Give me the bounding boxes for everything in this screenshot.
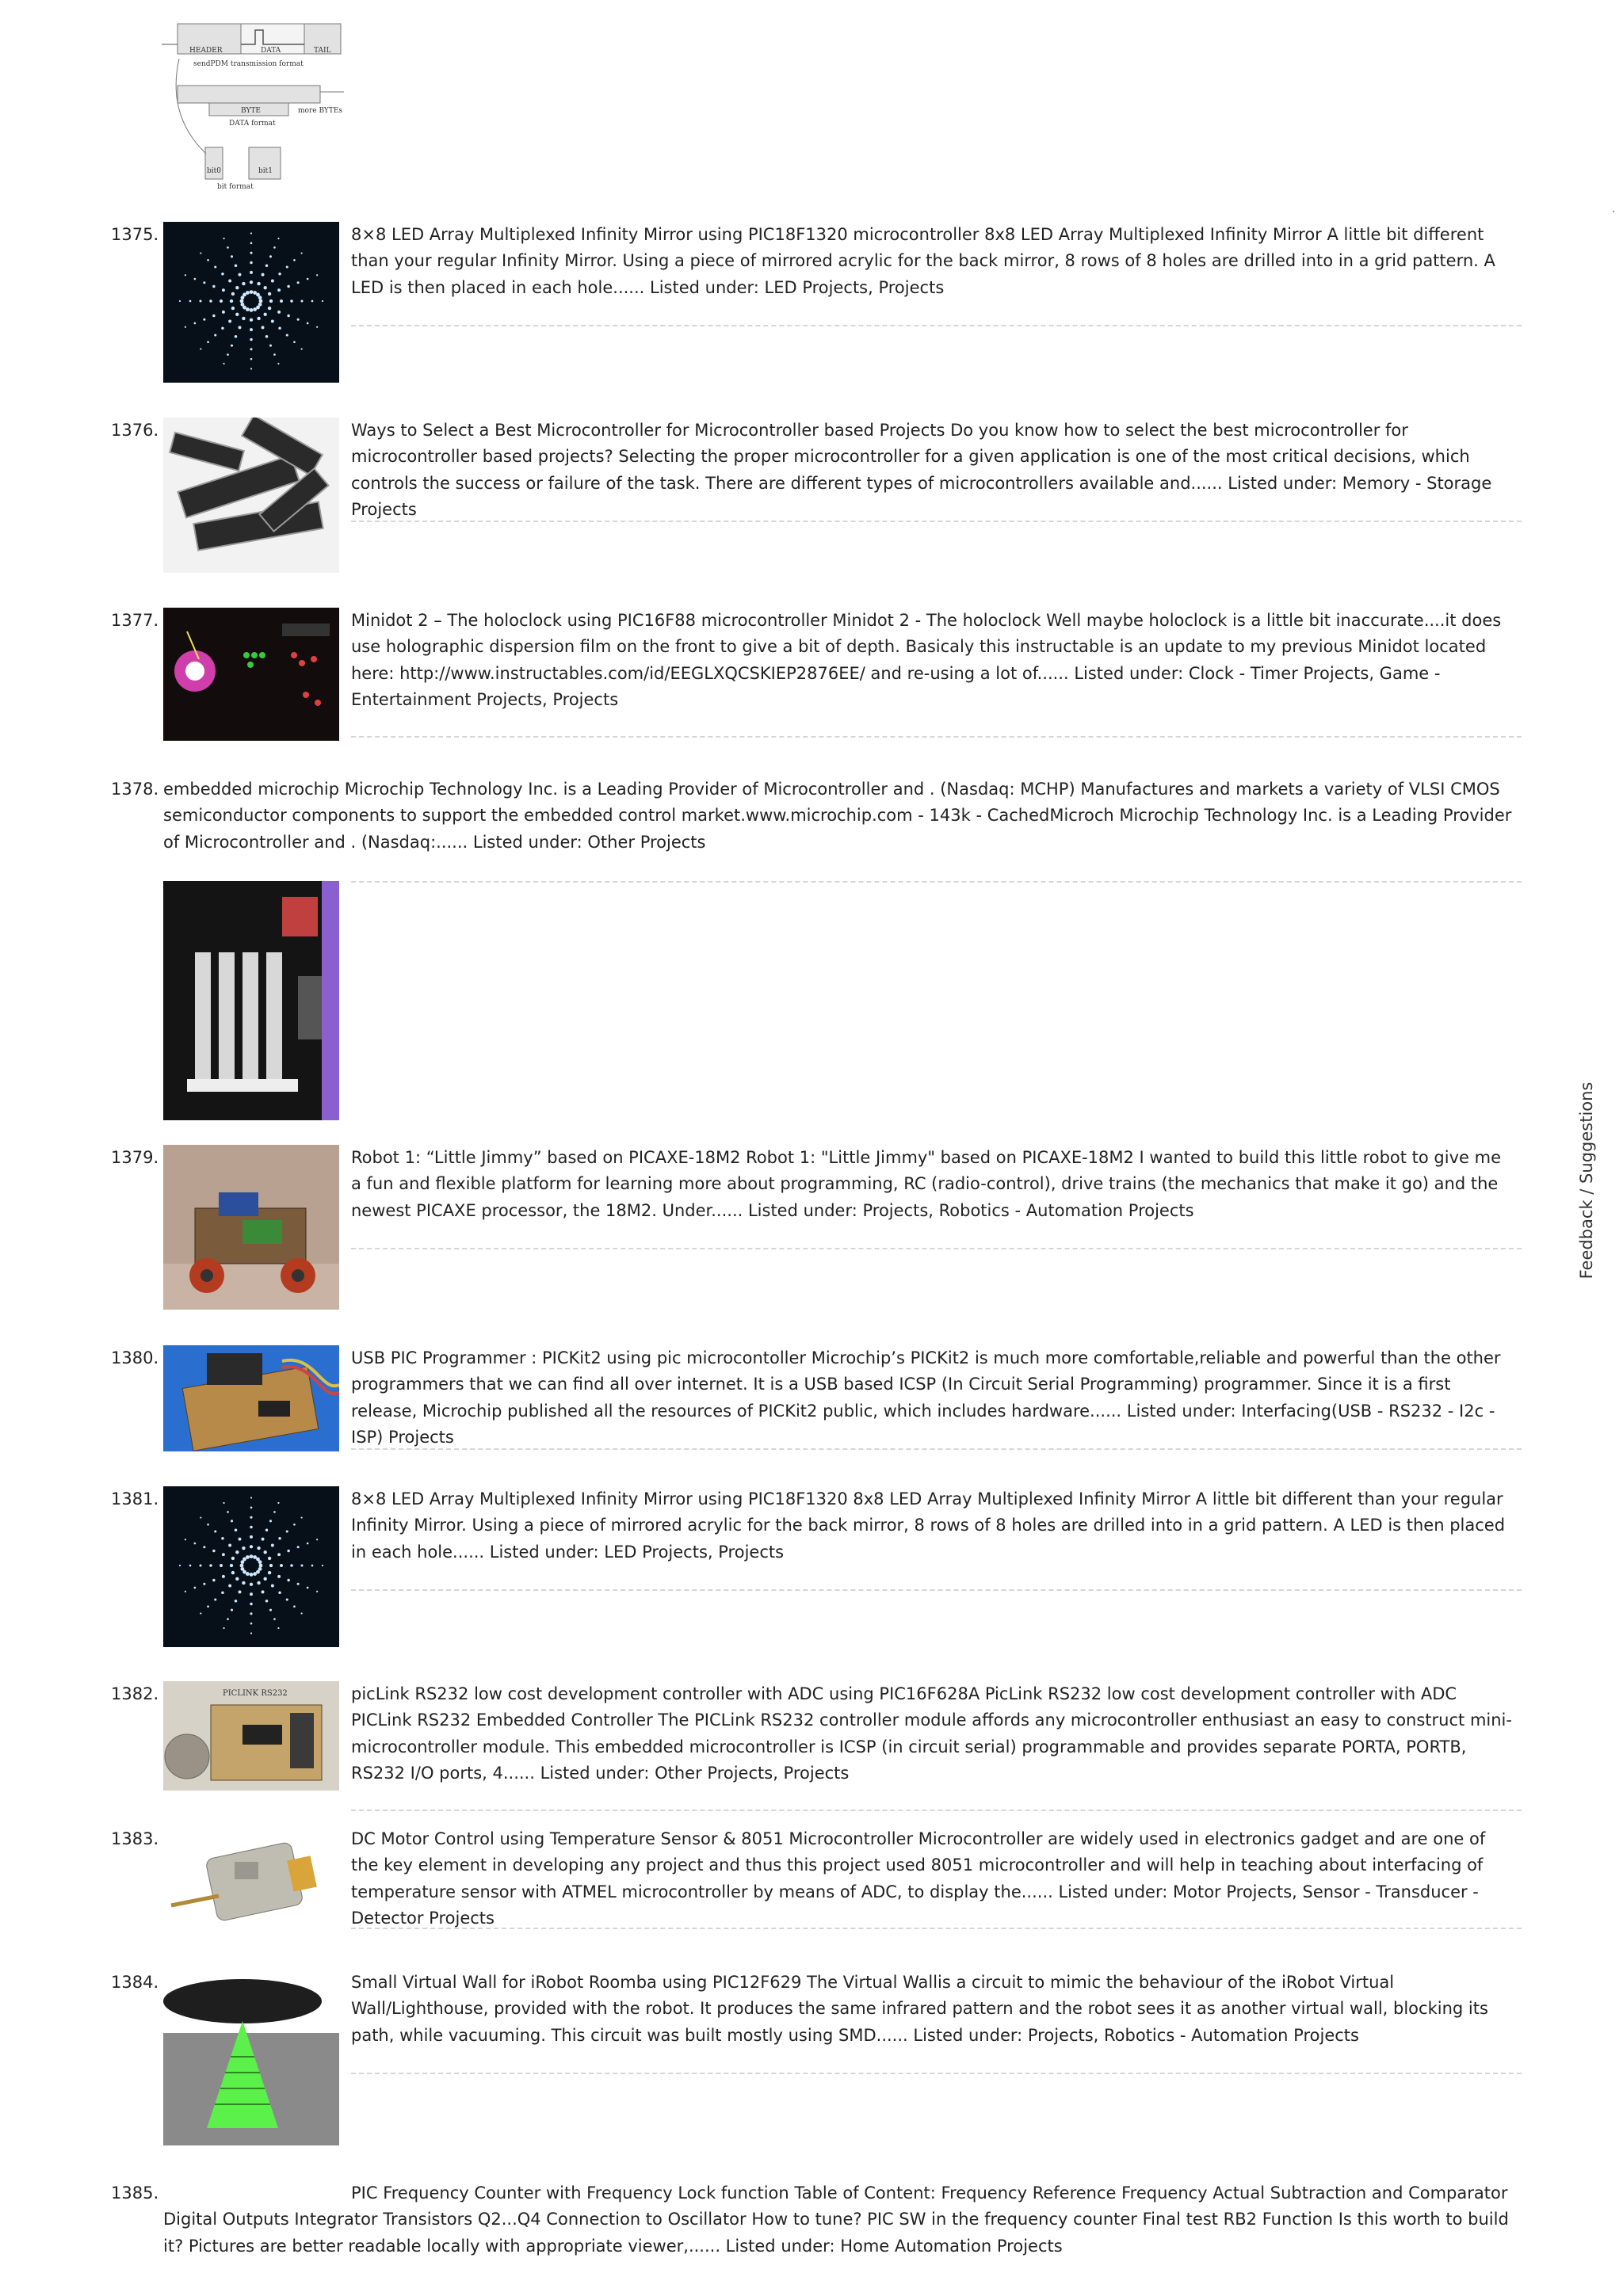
item-divider [351,1448,1522,1450]
diagram-more-bytes-label: more BYTEs [298,107,343,115]
item-divider [351,1248,1522,1249]
item-link[interactable]: 8×8 LED Array Multiplexed Infinity Mirror using PIC18F1320 microcontroller 8x8 LED Array Multiplexed Infinity Mirror A little bit different than your regular Infinity Mirror. Using a piece of mirrored acrylic for the back mirror, 8 rows of 8 holes are drilled into in a grid pattern. A LED is then placed in each hole...... Listed under: LED Projects, Projects [351,225,1495,297]
item-number: 1384. [111,1973,159,1992]
piclink-board-image[interactable] [163,1681,339,1791]
diagram-tail-label: TAIL [314,47,331,55]
item-number: 1380. [111,1348,159,1367]
item-link[interactable]: Minidot 2 – The holoclock using PIC16F88 microcontroller Minidot 2 - The holoclock Well maybe holoclock is a little bit inaccurate....it does use holographic dispersion film on the front to give a bit of depth. Basicaly this instructable is an update to my previous Minidot located here: http://www.instructables.com/id/EEGLXQCSKIEP2876EE/ and re-using a lot of...... Listed under: Clock - Timer Projects, Game - Entertainment Projects, Projects [351,611,1502,710]
item-divider [351,736,1522,738]
diagram-bit-format-label: bit format [217,183,254,191]
item-divider [351,1928,1522,1929]
item-link[interactable]: Small Virtual Wall for iRobot Roomba using PIC12F629 The Virtual Wallis a circuit to mimic the behaviour of the iRobot Virtual Wall/Lighthouse, provided with the robot. It produces the same infrared pattern and the robot sees it as another virtual wall, blocking its path, while vacuuming. This circuit was built mostly using SMD...... Listed under: Projects, Robotics - Automation Projects [351,1973,1488,2045]
item-number: 1378. [111,780,159,799]
diagram-data-label: DATA [261,47,281,55]
item-divider [351,1589,1522,1591]
item-link[interactable]: picLink RS232 low cost development controller with ADC using PIC16F628A PicLink RS232 low cost development controller with ADC PICLink RS232 Embedded Controller The PICLink RS232 controller module affords any microcontroller enthusiast an easy to construct mini-microcontroller module. This embedded microcontroller is ICSP (in circuit serial) programmable and provides separate PORTA, PORTB, RS232 I/O ports, 4...... Listed under: Other Projects, Projects [351,1684,1512,1783]
image-caption: PICLINK RS232 [223,1689,288,1698]
list-item [111,608,1522,746]
microcontroller-chips-image[interactable] [163,418,339,573]
transmission-format-diagram [162,21,352,191]
item-number: 1377. [111,611,159,630]
item-divider [351,325,1522,326]
item-number: 1382. [111,1684,159,1703]
item-link[interactable]: PIC Frequency Counter with Frequency Lock function Table of Content: Frequency Reference Frequency Actual Subtraction and Comparator Digital Outputs Integrator Transistors Q2...Q4 Connection to Oscillator How to tune? PIC SW in the frequency counter Final test RB2 Function Is this worth to build it? Pictures are better readable locally with appropriate viewer,...... Listed under: Home Automation Projects [163,2183,1509,2256]
virtual-wall-image[interactable] [163,1970,339,2145]
item-divider [351,881,1522,883]
item-divider [351,1810,1522,1811]
diagram-transmission-label: sendPDM transmission format [193,60,304,68]
item-link[interactable]: DC Motor Control using Temperature Sensor & 8051 Microcontroller Microcontroller are widely used in electronics gadget and are one of the key element in developing any project and thus this project used 8051 microcontroller and will help in teaching about interfacing of temperature sensor with ATMEL microcontroller by means of ADC, to display the...... Listed under: Motor Projects, Sensor - Transducer - Detector Projects [351,1829,1486,1928]
led-infinity-mirror-image[interactable] [163,1486,339,1647]
item-link[interactable]: embedded microchip Microchip Technology Inc. is a Leading Provider of Microcontroller and . (Nasdaq: MCHP) Manufactures and markets a variety of VLSI CMOS semiconductor components to support the embedded control market.www.microchip.com - 143k - CachedMicroch Microchip Technology Inc. is a Leading Provider of Microcontroller and . (Nasdaq:...... Listed under: Other Projects [163,780,1512,852]
item-link[interactable]: Robot 1: “Little Jimmy” based on PICAXE-18M2 Robot 1: "Little Jimmy" based on PICAXE-18M2 I wanted to build this little robot to give me a fun and flexible platform for learning more about programming, RC (radio-control), drive trains (the mechanics that make it go) and the newest PICAXE processor, the 18M2. Under...... Listed under: Projects, Robotics - Automation Projects [351,1148,1501,1220]
embedded-board-image[interactable] [163,881,339,1120]
list-item [111,2180,1522,2267]
item-number: 1385. [111,2183,159,2203]
diagram-header-label: HEADER [189,47,223,55]
item-link[interactable]: Ways to Select a Best Microcontroller for Microcontroller based Projects Do you know how to select the best microcontroller for microcontroller based projects? Selecting the proper microcontroller for a given application is one of the most critical decisions, which controls the success or failure of the task. There are different types of microcontrollers available and...... Listed under: Memory - Storage Projects [351,421,1492,520]
led-infinity-mirror-image[interactable] [163,222,339,383]
diagram-byte-label: BYTE [241,107,261,115]
item-number: 1383. [111,1829,159,1848]
robot-image[interactable] [163,1145,339,1310]
diagram-bit1-label: bit1 [258,167,273,175]
holoclock-image[interactable] [163,608,339,741]
stray-dot [1613,211,1614,212]
list-item [111,1145,1522,1315]
item-link[interactable]: USB PIC Programmer : PICKit2 using pic microcontoller Microchip’s PICKit2 is much more comfortable,reliable and powerful than the other programmers that we can find all over internet. It is a USB based ICSP (In Circuit Serial Programming) programmer. Since it is a first release, Microchip published all the resources of PICKit2 public, which includes hardware...... Listed under: Interfacing(USB - RS232 - I2c -ISP) Projects [351,1348,1501,1447]
list-item [111,418,1522,576]
list-item [111,222,1522,384]
list-item [111,776,1522,1125]
diagram-data-format-label: DATA format [229,120,276,128]
item-number: 1381. [111,1489,159,1508]
item-divider [351,2073,1522,2074]
pickit2-board-image[interactable] [163,1345,339,1451]
item-link[interactable]: 8×8 LED Array Multiplexed Infinity Mirror using PIC18F1320 8x8 LED Array Multiplexed Infinity Mirror A little bit different than your regular Infinity Mirror. Using a piece of mirrored acrylic for the back mirror, 8 rows of 8 holes are drilled into in a grid pattern. A LED is then placed in each hole...... Listed under: LED Projects, Projects [351,1489,1506,1562]
list-item [111,1970,1522,2152]
list-item [111,1826,1522,1945]
item-number: 1379. [111,1148,159,1167]
item-divider [351,521,1522,522]
dc-motor-image[interactable] [163,1826,339,1937]
item-number: 1376. [111,421,159,440]
diagram-bit0-label: bit0 [207,167,221,175]
list-item [111,1681,1522,1812]
item-number: 1375. [111,225,159,244]
list-item [111,1345,1522,1455]
feedback-suggestions-tab[interactable] [1572,1081,1601,1280]
feedback-label: Feedback / Suggestions [1577,1081,1596,1280]
list-item [111,1486,1522,1649]
